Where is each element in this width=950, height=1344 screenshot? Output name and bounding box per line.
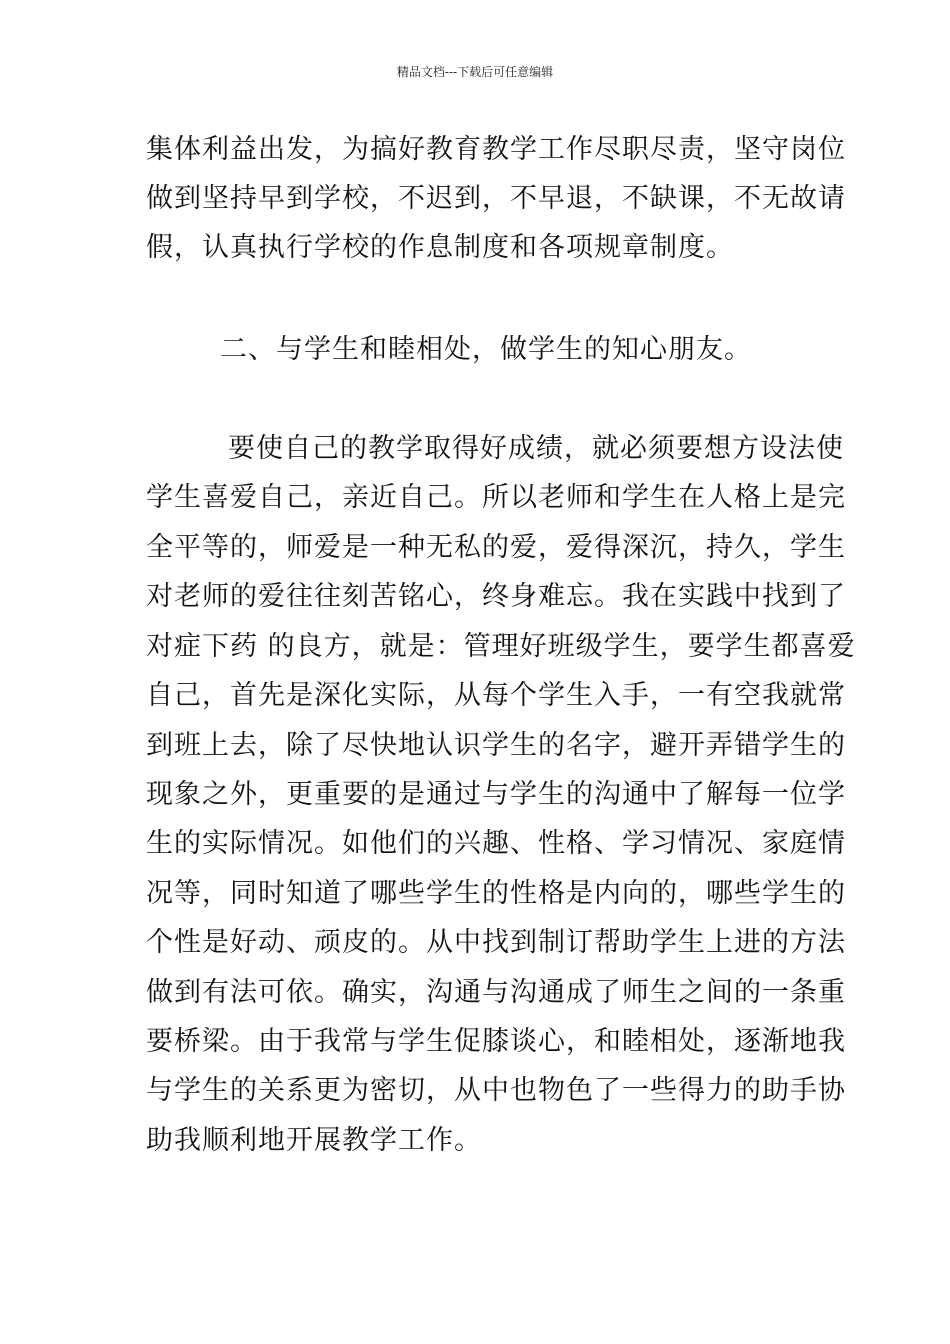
paragraph-line: 集体利益出发，为搞好教育教学工作尽职尽责，坚守岗位	[146, 134, 846, 165]
paragraph-line: 况等，同时知道了哪些学生的性格是内向的，哪些学生的	[146, 878, 846, 909]
paragraph-line: 学生喜爱自己，亲近自己。所以老师和学生在人格上是完	[146, 482, 846, 513]
page-header: 精品文档---下载后可任意编辑	[396, 65, 554, 79]
paragraph-line: 要桥梁。由于我常与学生促膝谈心，和睦相处，逐渐地我	[146, 1026, 846, 1057]
section-heading: 二、与学生和睦相处，做学生的知心朋友。	[220, 334, 752, 365]
paragraph-line: 对老师的爱往往刻苦铭心，终身难忘。我在实践中找到了	[146, 581, 846, 612]
paragraph-line: 现象之外，更重要的是通过与学生的沟通中了解每一位学	[146, 779, 846, 810]
paragraph-line: 生的实际情况。如他们的兴趣、性格、学习情况、家庭情	[146, 828, 846, 859]
paragraph-line: 到班上去，除了尽快地认识学生的名字，避开弄错学生的	[146, 730, 846, 761]
paragraph-line: 个性是好动、顽皮的。从中找到制订帮助学生上进的方法	[146, 927, 846, 958]
paragraph-line: 自己，首先是深化实际，从每个学生入手，一有空我就常	[146, 680, 846, 711]
paragraph-line: 做到有法可依。确实，沟通与沟通成了师生之间的一条重	[146, 977, 846, 1008]
paragraph-line: 与学生的关系更为密切，从中也物色了一些得力的助手协	[146, 1075, 846, 1106]
paragraph-line: 做到坚持早到学校，不迟到，不早退，不缺课，不无故请	[146, 183, 846, 214]
paragraph-line: 对症下药 的良方，就是：管理好班级学生，要学生都喜爱	[146, 631, 856, 662]
paragraph-line: 助我顺利地开展教学工作。	[146, 1125, 482, 1156]
paragraph-line: 要使自己的教学取得好成绩，就必须要想方设法使	[228, 433, 844, 464]
paragraph-line: 假，认真执行学校的作息制度和各项规章制度。	[146, 232, 734, 263]
paragraph-line: 全平等的，师爱是一种无私的爱，爱得深沉，持久，学生	[146, 532, 846, 563]
